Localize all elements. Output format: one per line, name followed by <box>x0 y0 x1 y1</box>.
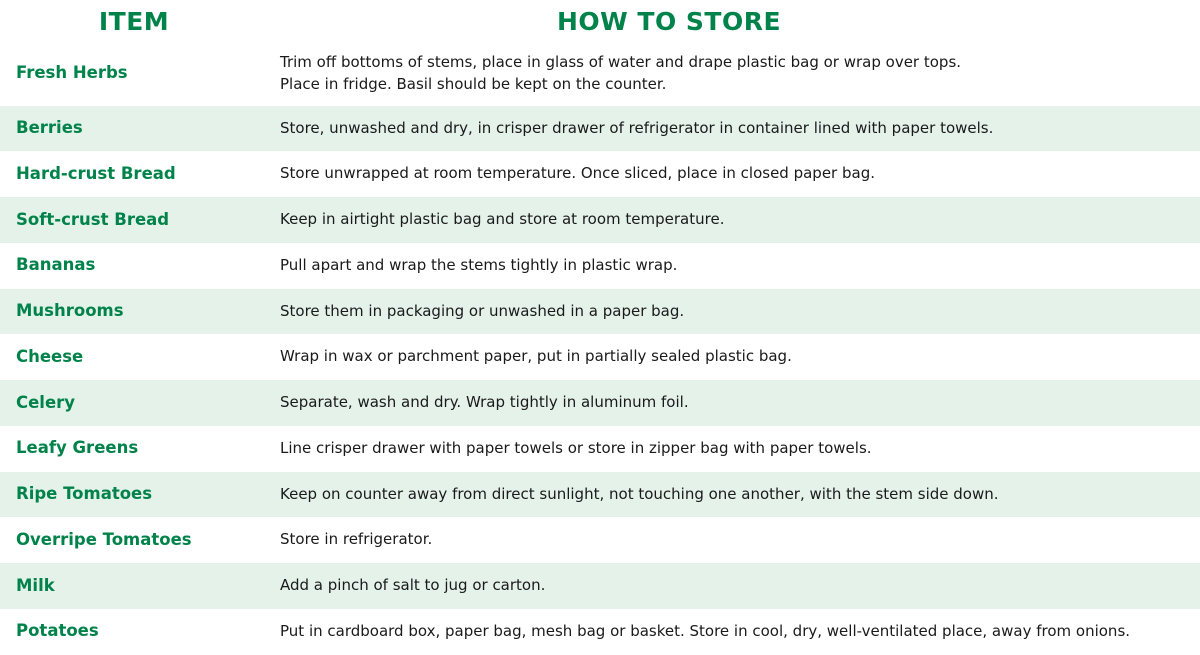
cell-how-to-store <box>268 334 1200 380</box>
cell-item-name: Leafy Greens <box>16 438 139 458</box>
cell-item-name: Mushrooms <box>16 301 124 321</box>
how-to-store-line: Place in fridge. Basil should be kept on the counter. <box>280 74 667 93</box>
how-to-store-line: Put in cardboard box, paper bag, mesh bag or basket. Store in cool, dry, well-ventilated place, away from onions. <box>280 621 1131 640</box>
cell-how-to-store <box>268 563 1200 609</box>
table-row <box>0 517 1200 563</box>
table-body <box>0 42 1200 655</box>
cell-how-to-store <box>268 151 1200 197</box>
cell-item-name: Berries <box>16 118 83 138</box>
table-row <box>0 151 1200 197</box>
cell-item-name: Milk <box>16 575 55 595</box>
how-to-store-line: Add a pinch of salt to jug or carton. <box>280 576 546 594</box>
column-header-item: ITEM <box>98 6 170 36</box>
cell-how-to-store <box>268 609 1200 655</box>
cell-how-to-store <box>268 380 1200 426</box>
how-to-store-line: Keep on counter away from direct sunlight, not touching one another, with the stem side down. <box>280 484 999 503</box>
how-to-store-line: Store them in packaging or unwashed in a paper bag. <box>280 301 685 320</box>
cell-how-to-store <box>268 289 1200 335</box>
cell-how-to-store <box>268 106 1200 152</box>
cell-how-to-store <box>268 42 1200 106</box>
cell-item-name: Soft-crust Bread <box>16 209 170 229</box>
table-row <box>0 563 1200 609</box>
column-header-how-to-store: HOW TO STORE <box>556 6 782 36</box>
table-row <box>0 42 1200 106</box>
cell-item-name: Overripe Tomatoes <box>16 529 192 549</box>
table-row <box>0 106 1200 152</box>
table-row <box>0 426 1200 472</box>
how-to-store-line: Wrap in wax or parchment paper, put in partially sealed plastic bag. <box>280 347 792 366</box>
cell-how-to-store <box>268 472 1200 518</box>
cell-item-name: Fresh Herbs <box>16 63 128 83</box>
how-to-store-line: Separate, wash and dry. Wrap tightly in aluminum foil. <box>280 393 689 411</box>
table-row <box>0 197 1200 243</box>
how-to-store-line: Store in refrigerator. <box>280 530 433 549</box>
how-to-store-line: Pull apart and wrap the stems tightly in plastic wrap. <box>280 255 678 274</box>
how-to-store-line: Trim off bottoms of stems, place in glass of water and drape plastic bag or wrap over tops. <box>280 53 962 71</box>
table-row <box>0 243 1200 289</box>
table-row <box>0 609 1200 655</box>
how-to-store-line: Keep in airtight plastic bag and store at room temperature. <box>280 210 725 228</box>
cell-how-to-store <box>268 517 1200 563</box>
how-to-store-line: Store unwrapped at room temperature. Once sliced, place in closed paper bag. <box>280 164 875 183</box>
table-row <box>0 334 1200 380</box>
table-header-row <box>0 0 1200 42</box>
cell-how-to-store <box>268 426 1200 472</box>
table-row <box>0 289 1200 335</box>
cell-item-name: Ripe Tomatoes <box>16 484 153 504</box>
cell-item-name: Cheese <box>16 346 84 366</box>
cell-item-name: Celery <box>16 392 76 412</box>
table-row <box>0 380 1200 426</box>
table-row <box>0 472 1200 518</box>
cell-item-name: Bananas <box>16 255 96 275</box>
how-to-store-line: Store, unwashed and dry, in crisper drawer of refrigerator in container lined with paper towels. <box>280 118 994 137</box>
cell-item-name: Potatoes <box>16 621 99 641</box>
cell-item-name: Hard-crust Bread <box>16 163 176 183</box>
cell-how-to-store <box>268 197 1200 243</box>
cell-how-to-store <box>268 243 1200 289</box>
how-to-store-line: Line crisper drawer with paper towels or store in zipper bag with paper towels. <box>280 438 872 457</box>
